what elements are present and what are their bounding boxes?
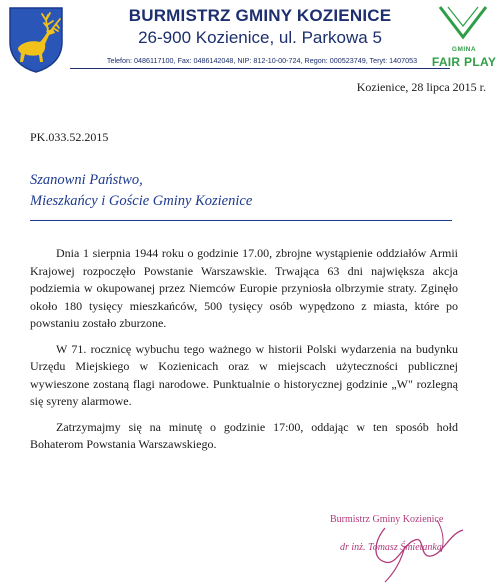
- fair-play-gmina-label: GMINA: [451, 46, 477, 53]
- reference-number: PK.033.52.2015: [30, 130, 109, 144]
- letterhead-title: BURMISTRZ GMINY KOZIENICE: [128, 6, 392, 25]
- body-paragraph-2: W 71. rocznicę wybuchu tego ważnego w historii Polski wydarzenia na budynku Urzędu Miejskiego w Kozienicach oraz w miejscach użyteczności publicznej wywieszone zostaną flagi narodowe. Punktualnie o historycznej godzinie „W" rozlegną się syreny alarmowe.: [30, 341, 458, 408]
- letter-body: [30, 245, 458, 462]
- letterhead-contact: Telefon: 0486117100, Fax: 0486142048, NIP: 812-10-00-724, Regon: 000523749, Teryt: 1407053: [106, 56, 418, 65]
- signature-stamp-title: Burmistrz Gminy Kozienice: [330, 514, 444, 525]
- letterhead-address: 26-900 Kozienice, ul. Parkowa 5: [138, 28, 382, 47]
- body-paragraph-1: Dnia 1 sierpnia 1944 roku o godzinie 17.00, zbrojne wystąpienie oddziałów Armii Krajowej rozpoczęło Powstanie Warszawskie. Trwająca 63 dni największa akcja podziemia w okupowanej przez Niemców Europie przyniosła olbrzymie straty. Zginęło około 180 tysięcy mieszkańców, 500 tysięcy osób wypędzono z miasta, które po powstaniu zostało zburzone.: [30, 246, 458, 330]
- salutation-line-2: Mieszkańcy i Goście Gminy Kozienice: [30, 193, 253, 209]
- body-paragraph-3: Zatrzymajmy się na minutę o godzinie 17:00, oddając w ten sposób hołd Bohaterom Powstania Warszawskiego.: [30, 419, 458, 451]
- fair-play-label: FAIR PLAY: [431, 55, 497, 69]
- kozienice-coat-of-arms-icon: [6, 4, 66, 74]
- date-line: Kozienice, 28 lipca 2015 r.: [356, 80, 486, 94]
- fair-play-logo-icon: [438, 4, 488, 42]
- signature-name: dr inż. Tomasz Śmietanka: [340, 542, 442, 553]
- letterhead-divider: [70, 68, 450, 69]
- salutation-divider: [30, 220, 452, 221]
- salutation-line-1: Szanowni Państwo,: [30, 172, 143, 188]
